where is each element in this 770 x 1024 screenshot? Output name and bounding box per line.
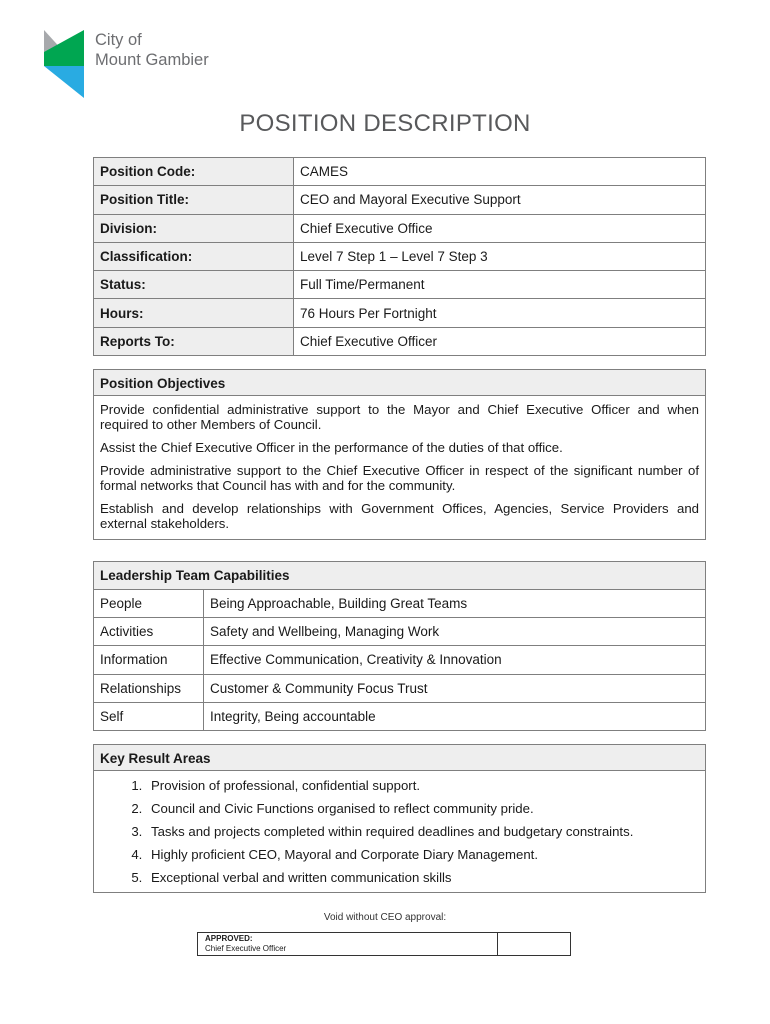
approved-label: APPROVED: [205, 934, 253, 943]
detail-label: Hours: [94, 299, 294, 327]
detail-value: Chief Executive Office [294, 214, 706, 242]
capability-value: Safety and Wellbeing, Managing Work [204, 618, 706, 646]
approved-by: Chief Executive Officer [205, 944, 287, 953]
detail-row [94, 158, 706, 186]
detail-value: 76 Hours Per Fortnight [294, 299, 706, 327]
capabilities-table [93, 561, 706, 731]
capability-row [94, 618, 706, 646]
kra-list [100, 778, 699, 885]
capability-key: Information [94, 646, 204, 674]
capability-value: Integrity, Being accountable [204, 702, 706, 730]
kra-body [93, 771, 706, 893]
city-logo-icon [44, 30, 84, 98]
detail-row [94, 242, 706, 270]
detail-value: Level 7 Step 1 – Level 7 Step 3 [294, 242, 706, 270]
page-title: POSITION DESCRIPTION [239, 110, 531, 137]
objective-paragraph: Provide confidential administrative support to the Mayor and Chief Executive Officer and when required to other Members of Council. [100, 402, 699, 432]
logo-line-2: Mount Gambier [95, 51, 209, 69]
void-note: Void without CEO approval: [323, 912, 447, 923]
objectives-heading: Position Objectives [93, 369, 706, 396]
capability-key: People [94, 590, 204, 618]
logo-text [95, 30, 209, 70]
key-result-areas-section [93, 744, 706, 893]
kra-item: 3. Tasks and projects completed within required deadlines and budgetary constraints. [146, 824, 699, 839]
capability-row [94, 674, 706, 702]
approval-box [197, 932, 571, 956]
detail-row [94, 299, 706, 327]
capabilities-heading: Leadership Team Capabilities [94, 562, 706, 590]
capability-value: Customer & Community Focus Trust [204, 674, 706, 702]
objectives-body [93, 396, 706, 540]
detail-label: Division: [94, 214, 294, 242]
detail-label: Position Title: [94, 186, 294, 214]
position-objectives-section [93, 369, 706, 540]
approval-label-cell [198, 933, 498, 955]
capability-row [94, 646, 706, 674]
detail-label: Position Code: [94, 158, 294, 186]
capability-row [94, 590, 706, 618]
detail-row [94, 271, 706, 299]
detail-value: Full Time/Permanent [294, 271, 706, 299]
detail-label: Status: [94, 271, 294, 299]
detail-value: CEO and Mayoral Executive Support [294, 186, 706, 214]
kra-item: 2. Council and Civic Functions organised to reflect community pride. [146, 801, 699, 816]
detail-row [94, 214, 706, 242]
detail-label: Classification: [94, 242, 294, 270]
objective-paragraph: Provide administrative support to the Chief Executive Officer in respect of the significant number of formal networks that Council has with and for the community. [100, 463, 699, 493]
detail-value: CAMES [294, 158, 706, 186]
capability-row [94, 702, 706, 730]
objective-paragraph: Assist the Chief Executive Officer in the performance of the duties of that office. [100, 440, 563, 455]
logo-line-1: City of [95, 31, 142, 49]
kra-item: 5. Exceptional verbal and written communication skills [146, 870, 699, 885]
capability-value: Effective Communication, Creativity & Innovation [204, 646, 706, 674]
kra-item: 4. Highly proficient CEO, Mayoral and Corporate Diary Management. [146, 847, 699, 862]
city-logo [44, 30, 224, 100]
capability-value: Being Approachable, Building Great Teams [204, 590, 706, 618]
position-details-table [93, 157, 706, 356]
capability-key: Self [94, 702, 204, 730]
kra-item: 1. Provision of professional, confidential support. [146, 778, 699, 793]
capability-key: Relationships [94, 674, 204, 702]
objective-paragraph: Establish and develop relationships with Government Offices, Agencies, Service Providers and external stakeholders. [100, 501, 699, 531]
kra-heading: Key Result Areas [93, 744, 706, 771]
capability-key: Activities [94, 618, 204, 646]
detail-label: Reports To: [94, 327, 294, 355]
detail-value: Chief Executive Officer [294, 327, 706, 355]
detail-row [94, 186, 706, 214]
detail-row [94, 327, 706, 355]
